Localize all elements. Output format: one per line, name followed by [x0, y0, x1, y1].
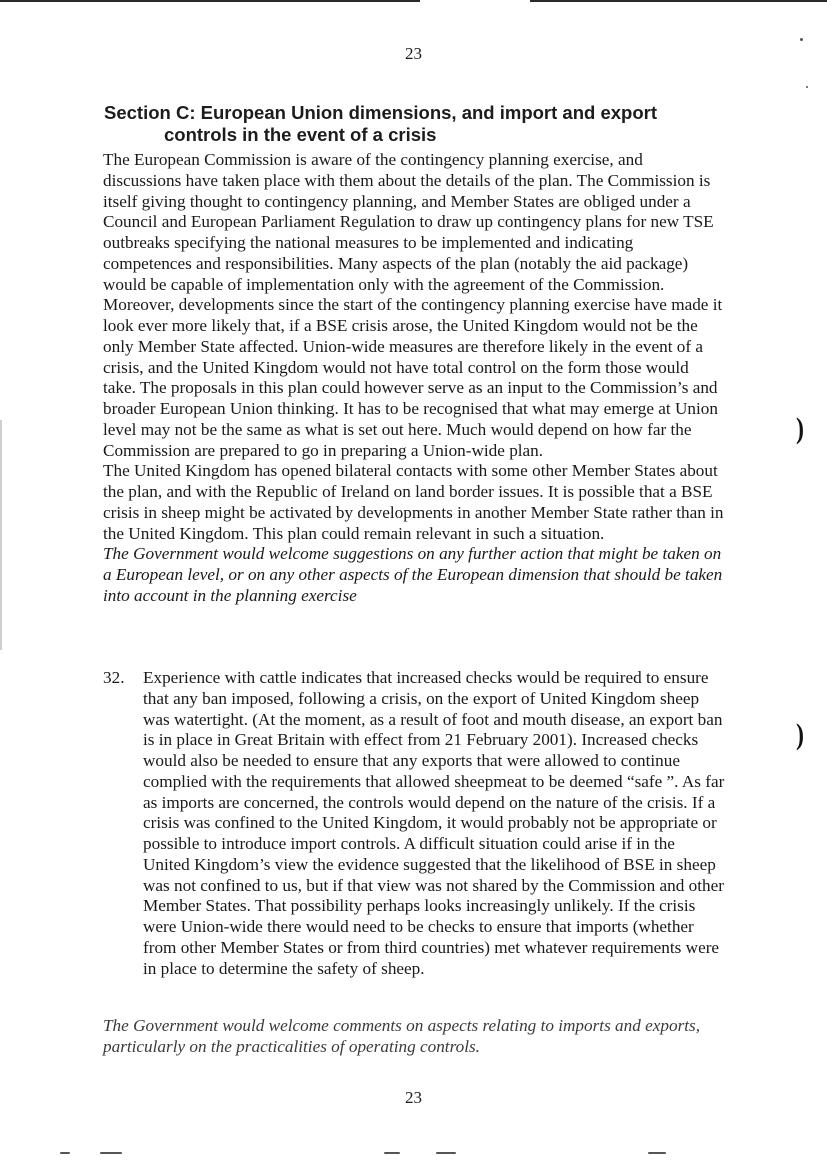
- scan-speck: [806, 86, 808, 88]
- numbered-paragraph-32: [103, 668, 725, 979]
- margin-bracket-mark: ): [796, 718, 804, 751]
- section-heading-line2: controls in the event of a crisis: [164, 124, 437, 145]
- body-block: [103, 150, 725, 607]
- scan-speck: [100, 1152, 122, 1154]
- scan-speck: [648, 1152, 666, 1154]
- paragraph-number: 32.: [103, 668, 125, 687]
- margin-bracket-mark: ): [796, 412, 804, 445]
- top-rule: [0, 0, 827, 2]
- paragraph-32-text: Experience with cattle indicates that increased checks would be required to ensure that any ban imposed, following a crisis, on the export of United Kingdom sheep was watertight. (At the moment, as a result of foot and mouth disease, an export ban is in place in Great Britain with effect from 21 February 2001). Increased checks would also be needed to ensure that any exports that were allowed to continue complied with the requirements that allowed sheepmeat to be deemed “safe ”. As far as imports are concerned, the controls would depend on the nature of the crisis. If a crisis was confined to the United Kingdom, it would probably not be appropriate or possible to introduce import controls. A difficult situation could arise if in the United Kingdom’s view the evidence suggested that the likelihood of BSE in sheep was not confined to us, but if that view was not shared by the Commission and other Member States. That possibility perhaps looks increasingly unlikely. If the crisis were Union-wide there would need to be checks to ensure that imports (whether from other Member States or from third countries) met whatever requirements were in place to determine the safety of sheep.: [143, 668, 725, 978]
- scan-speck: [384, 1152, 400, 1154]
- page-number-top: 23: [405, 44, 422, 63]
- note-european-dimension: The Government would welcome suggestions on any further action that might be taken on a European level, or on any other aspects of the European dimension that should be taken into account in the planning exercise: [103, 544, 723, 605]
- scan-speck: [60, 1152, 70, 1154]
- scan-left-edge: [0, 420, 2, 650]
- scan-speck: [436, 1152, 456, 1154]
- paragraph-bilateral: The United Kingdom has opened bilateral contacts with some other Member States about the plan, and with the Republic of Ireland on land border issues. It is possible that a BSE crisis in sheep might be activated by developments in another Member State rather than in the United Kingdom. This plan could remain relevant in such a situation.: [103, 461, 724, 543]
- paragraph-commission: The European Commission is aware of the contingency planning exercise, and discussions have taken place with them about the details of the plan. The Commission is itself giving thought to contingency planning, and Member States are obliged under a Council and European Parliament Regulation to draw up contingency plans for new TSE outbreaks specifying the national measures to be implemented and indicating competences and responsibilities. Many aspects of the plan (notably the aid package) would be capable of implementation only with the agreement of the Commission. Moreover, developments since the start of the contingency planning exercise have made it look ever more likely that, if a BSE crisis arose, the United Kingdom would not be the only Member State affected. Union-wide measures are therefore likely in the event of a crisis, and the United Kingdom would not have total control on the form those would take. The proposals in this plan could however serve as an input to the Commission’s and broader European Union thinking. It has to be recognised that what may emerge at Union level may not be the same as what is set out here. Much would depend on how far the Commission are prepared to go in preparing a Union-wide plan.: [103, 150, 723, 460]
- section-heading-line1: Section C: European Union dimensions, and import and export: [104, 102, 657, 123]
- page-number-bottom: 23: [405, 1088, 422, 1107]
- section-heading: [104, 102, 744, 146]
- top-rule-gap: [420, 0, 530, 3]
- scan-speck: [800, 38, 803, 41]
- note-imports-exports: The Government would welcome comments on aspects relating to imports and exports, particularly on the practicalities of operating controls.: [103, 1016, 701, 1056]
